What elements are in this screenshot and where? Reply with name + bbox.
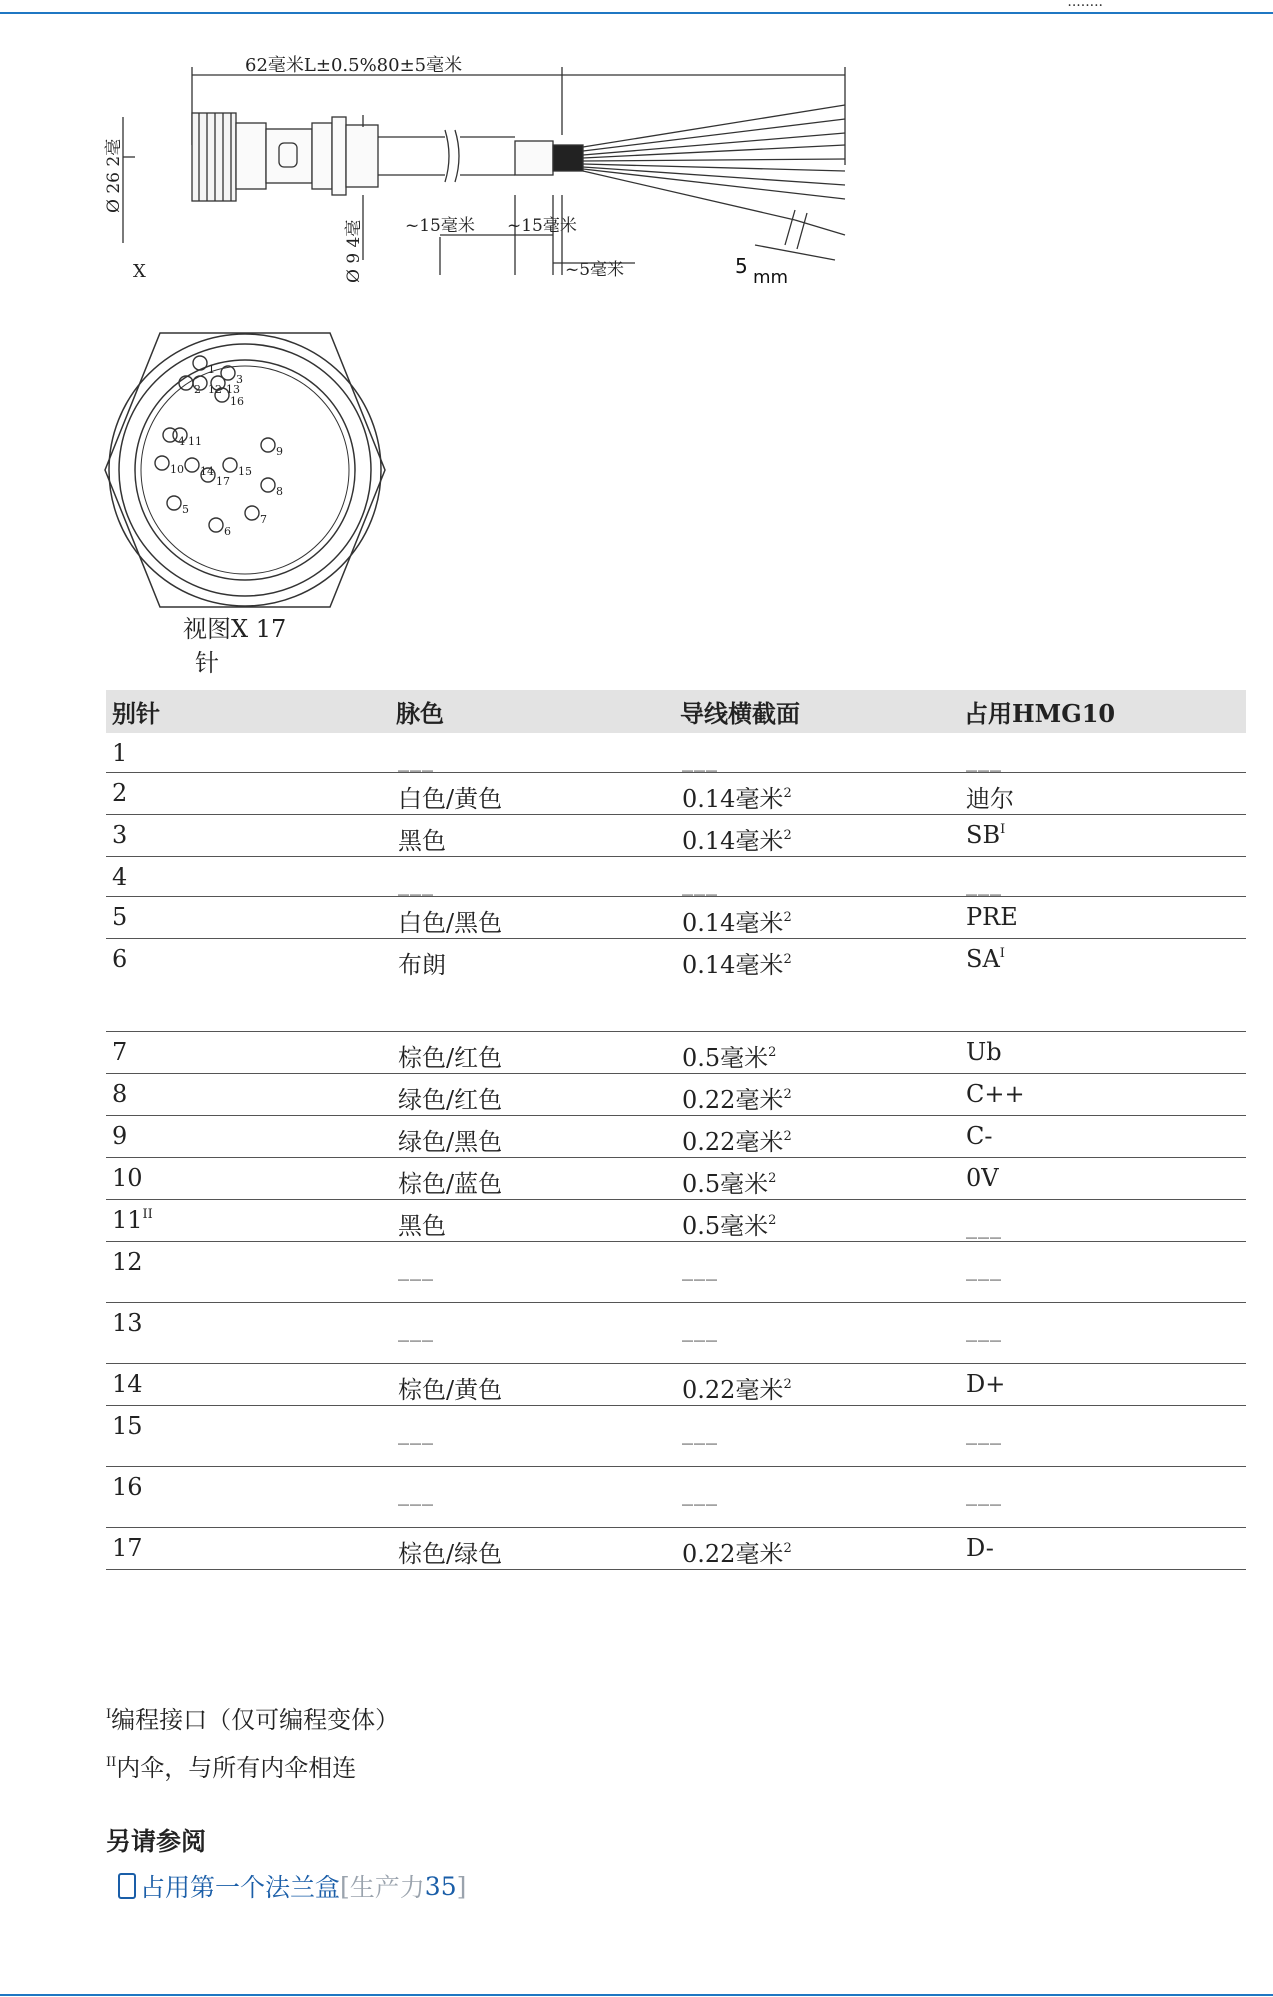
connector-pin-label: 1 [208,363,215,376]
pin-cell-text: 4 [112,863,128,891]
footnotes [106,1700,399,1796]
page-ref-number: 35 [424,1871,457,1901]
connector-pin [179,376,193,390]
dim-wire-end-number: 5 [735,254,748,278]
cross-section-cell-text: ___ [682,1420,718,1445]
cross-section-cell-text: ___ [682,747,718,772]
wire-color-cell-text: 棕色/蓝色 [398,1170,503,1198]
wire-color-cell-text: ___ [398,871,434,896]
usage-cell-text: ___ [966,871,1002,896]
wire-color-cell [390,1364,674,1406]
connector-pin [261,478,275,492]
pin-cell [106,815,390,857]
pin-cell-text: 16 [112,1473,143,1501]
table-row [106,1032,1246,1074]
cross-section-cell-text: 0.22毫米 [682,1376,784,1404]
connector-pin [223,458,237,472]
connector-front-view [100,325,390,615]
pin-cell [106,773,390,815]
connector-pin-label: 6 [224,525,231,538]
wire-color-cell [390,1200,674,1242]
connector-pin-label: 10 [170,463,184,476]
table-row [106,1303,1246,1364]
pin-cell-text: 6 [112,945,128,973]
cross-section-cell-superscript: 2 [768,1171,777,1186]
pin-cell [106,857,390,897]
wire-color-cell-text: 布朗 [398,951,446,979]
see-also-link-text: 占用第一个法兰盒 [140,1873,341,1902]
book-icon [118,1873,136,1899]
connector-pin-label: 8 [276,485,283,498]
cross-section-cell [674,939,958,1032]
table-row [106,857,1246,897]
cross-section-cell [674,1116,958,1158]
usage-cell [958,1158,1246,1200]
usage-cell-text: D- [966,1534,994,1562]
pin-cell-text: 17 [112,1534,143,1562]
cross-section-cell-superscript: 2 [783,1129,792,1144]
usage-cell-text: ___ [966,1214,1002,1239]
connector-pin [167,496,181,510]
usage-cell-text: PRE [966,903,1018,931]
cross-section-cell [674,1032,958,1074]
cross-section-cell [674,1158,958,1200]
footnote-text: 内伞，与所有内伞相连 [116,1754,357,1782]
usage-cell [958,1467,1246,1528]
connector-pin-group [155,356,283,538]
connector-pin-label: 3 [236,373,243,386]
wire-color-cell-text: ___ [398,1256,434,1281]
connector-pin [245,506,259,520]
dim-wire-end-unit: mm [753,267,789,288]
usage-cell [958,1200,1246,1242]
usage-cell-text: ___ [966,747,1002,772]
dim-overall-length: 62毫米L±0.5%80±5毫米 [245,55,463,76]
usage-cell-text: 0V [966,1164,999,1192]
table-row [106,1467,1246,1528]
pin-cell [106,1364,390,1406]
usage-cell-text: SA [966,945,1000,973]
connector-pin-label: 9 [276,445,283,458]
table-body [106,733,1246,1570]
table-row [106,773,1246,815]
pin-cell-text: 11 [112,1206,143,1234]
wire-color-cell [390,857,674,897]
table-row [106,733,1246,773]
cross-section-cell-superscript: 2 [783,1087,792,1102]
cross-section-cell [674,815,958,857]
table-row [106,1074,1246,1116]
cross-section-cell [674,1200,958,1242]
connector-pin [193,356,207,370]
connector-pin-label: 15 [238,465,252,478]
cross-section-cell-superscript: 2 [783,952,792,967]
cross-section-cell-superscript: 2 [783,1377,792,1392]
page-ref-open: [ [340,1871,350,1901]
footnote-mark: I [106,1707,112,1722]
usage-cell [958,1406,1246,1467]
cross-section-cell [674,1074,958,1116]
pin-cell [106,1406,390,1467]
connector-pin-label: 7 [260,513,267,526]
see-also-heading: 另请参阅 [106,1827,207,1856]
page-ref-close: ] [456,1871,467,1901]
usage-cell-text: D+ [966,1370,1006,1398]
connector-pin-label: 4 [178,435,185,448]
usage-cell-superscript: I [999,946,1005,961]
connector-pin [155,456,169,470]
cross-section-cell-text: 0.5毫米 [682,1212,769,1240]
table-row [106,1364,1246,1406]
view-caption-line1: 视图X 17 [183,615,287,643]
cross-section-cell-text: 0.22毫米 [682,1128,784,1156]
usage-cell-text: Ub [966,1038,1002,1066]
view-caption-line2: 针 [195,649,219,677]
table-header-row [106,690,1246,733]
wire-color-cell-text: ___ [398,1420,434,1445]
cross-section-cell-text: 0.5毫米 [682,1170,769,1198]
footnote [106,1748,399,1796]
cross-section-cell-text: 0.5毫米 [682,1044,769,1072]
usage-cell [958,939,1246,1032]
wire-color-cell-text: ___ [398,747,434,772]
cross-section-cell-text: ___ [682,1481,718,1506]
view-marker-x: X [133,261,146,282]
header-wire-color: 脉色 [390,690,674,733]
dim-diameter-cable: Ø 9 4毫 [344,219,364,283]
pin-cell [106,1074,390,1116]
pin-cell [106,733,390,773]
wire-color-cell [390,1467,674,1528]
cross-section-cell-text: 0.14毫米 [682,785,784,813]
dim-shield: ~5毫米 [565,260,625,280]
cross-section-cell-superscript: 2 [783,910,792,925]
table-row [106,1528,1246,1570]
pin-cell-superscript: II [142,1207,153,1222]
pin-cell [106,1303,390,1364]
pin-cell-text: 14 [112,1370,143,1398]
wire-color-cell-text: 绿色/黑色 [398,1128,503,1156]
wire-color-cell [390,1032,674,1074]
usage-cell-superscript: I [1000,822,1006,837]
cross-section-cell-text: 0.14毫米 [682,909,784,937]
connector-pin-label: 5 [182,503,189,516]
cross-section-cell-superscript: 2 [783,828,792,843]
wire-color-cell [390,1528,674,1570]
pin-cell-text: 12 [112,1248,143,1276]
usage-cell-text: ___ [966,1420,1002,1445]
wire-color-cell [390,939,674,1032]
pin-cell [106,939,390,1032]
usage-cell-text: C- [966,1122,993,1150]
cross-section-cell [674,733,958,773]
pin-cell [106,1467,390,1528]
cross-section-cell [674,1364,958,1406]
cross-section-cell [674,1528,958,1570]
view-caption [183,612,286,680]
pin-cell-text: 7 [112,1038,128,1066]
usage-cell [958,1116,1246,1158]
pin-cell-text: 8 [112,1080,128,1108]
wire-color-cell-text: 绿色/红色 [398,1086,503,1114]
cross-section-cell-superscript: 2 [768,1213,777,1228]
wire-color-cell-text: 棕色/绿色 [398,1540,503,1568]
connector-pin-label: 11 [188,435,202,448]
pin-cell [106,1528,390,1570]
wire-color-cell-text: 棕色/黄色 [398,1376,503,1404]
usage-cell [958,857,1246,897]
connector-pin-label: 12 [208,383,222,396]
cross-section-cell [674,897,958,939]
cross-section-cell-text: 0.22毫米 [682,1086,784,1114]
pin-cell [106,1032,390,1074]
cable-dimension-drawing [95,45,855,300]
table-row [106,1406,1246,1467]
cross-section-cell-text: ___ [682,871,718,896]
wire-color-cell-text: ___ [398,1317,434,1342]
wire-color-cell-text: 黑色 [398,1212,446,1240]
usage-cell-text: ___ [966,1481,1002,1506]
table-row [106,897,1246,939]
pin-cell-text: 13 [112,1309,143,1337]
wire-color-cell [390,897,674,939]
usage-cell [958,1528,1246,1570]
wire-color-cell [390,1303,674,1364]
usage-cell [958,1303,1246,1364]
wire-color-cell [390,815,674,857]
connector-pin-label: 14 [200,465,214,478]
header-pin: 别针 [106,690,390,733]
cross-section-cell [674,1406,958,1467]
footnote-mark: II [106,1755,117,1770]
header-fragment: ........ [1067,0,1103,10]
usage-cell-text: 迪尔 [966,785,1014,813]
usage-cell [958,773,1246,815]
see-also-link[interactable] [118,1868,466,1904]
connector-pin [261,438,275,452]
table-row [106,1200,1246,1242]
usage-cell [958,1032,1246,1074]
connector-pin [209,518,223,532]
usage-cell-text: C++ [966,1080,1025,1108]
cross-section-cell-text: 0.14毫米 [682,951,784,979]
cross-section-cell [674,773,958,815]
table-row [106,1158,1246,1200]
connector-pin-label: 2 [194,383,201,396]
pin-cell [106,1158,390,1200]
table-row [106,815,1246,857]
wire-color-cell [390,773,674,815]
usage-cell [958,897,1246,939]
bottom-rule [0,1994,1273,1996]
wire-color-cell [390,733,674,773]
cross-section-cell [674,1467,958,1528]
pin-cell [106,897,390,939]
usage-cell-text: SB [966,821,1001,849]
pin-cell [106,1200,390,1242]
cross-section-cell-superscript: 2 [783,786,792,801]
usage-cell [958,1364,1246,1406]
table-row [106,1116,1246,1158]
pin-cell-text: 10 [112,1164,143,1192]
pin-cell-text: 1 [112,739,128,767]
dim-diameter-outer: Ø 26 2毫 [104,138,124,213]
wire-color-cell [390,1158,674,1200]
header-cross-section: 导线横截面 [674,690,958,733]
cross-section-cell-text: ___ [682,1256,718,1281]
connector-pin-label: 13 [226,383,240,396]
usage-cell [958,815,1246,857]
pin-cell-text: 3 [112,821,128,849]
connector-pin-label: 16 [230,395,244,408]
cross-section-cell [674,1242,958,1303]
header-usage: 占用HMG10 [958,690,1246,733]
connector-pin [185,458,199,472]
pin-cell [106,1116,390,1158]
cross-section-cell-text: 0.14毫米 [682,827,784,855]
usage-cell [958,1242,1246,1303]
wire-color-cell [390,1116,674,1158]
wire-color-cell [390,1242,674,1303]
connector-pin-label: 17 [216,475,230,488]
wire-color-cell-text: 棕色/红色 [398,1044,503,1072]
dim-strip-left: ~15毫米 [405,216,475,236]
usage-cell-text: ___ [966,1256,1002,1281]
wire-color-cell-text: 黑色 [398,827,446,855]
cross-section-cell-superscript: 2 [768,1045,777,1060]
top-rule [0,12,1273,14]
page-ref-label: 生产力 [349,1873,425,1902]
wire-color-cell [390,1074,674,1116]
usage-cell [958,733,1246,773]
usage-cell [958,1074,1246,1116]
footnote [106,1700,399,1748]
footnote-text: 编程接口（仅可编程变体） [111,1706,400,1734]
pin-cell-text: 5 [112,903,128,931]
table-row [106,939,1246,1032]
pin-cell [106,1242,390,1303]
pin-cell-text: 9 [112,1122,128,1150]
wire-color-cell-text: 白色/黑色 [398,909,503,937]
pin-cell-text: 2 [112,779,128,807]
dim-strip-right: ~15毫米 [507,216,577,236]
pin-cell-text: 15 [112,1412,143,1440]
wire-color-cell-text: 白色/黄色 [398,785,503,813]
cross-section-cell-superscript: 2 [783,1541,792,1556]
wire-color-cell [390,1406,674,1467]
cross-section-cell [674,857,958,897]
table-row [106,1242,1246,1303]
cross-section-cell-text: 0.22毫米 [682,1540,784,1568]
cross-section-cell [674,1303,958,1364]
cross-section-cell-text: ___ [682,1317,718,1342]
pin-assignment-table [106,690,1246,1570]
wire-color-cell-text: ___ [398,1481,434,1506]
usage-cell-text: ___ [966,1317,1002,1342]
